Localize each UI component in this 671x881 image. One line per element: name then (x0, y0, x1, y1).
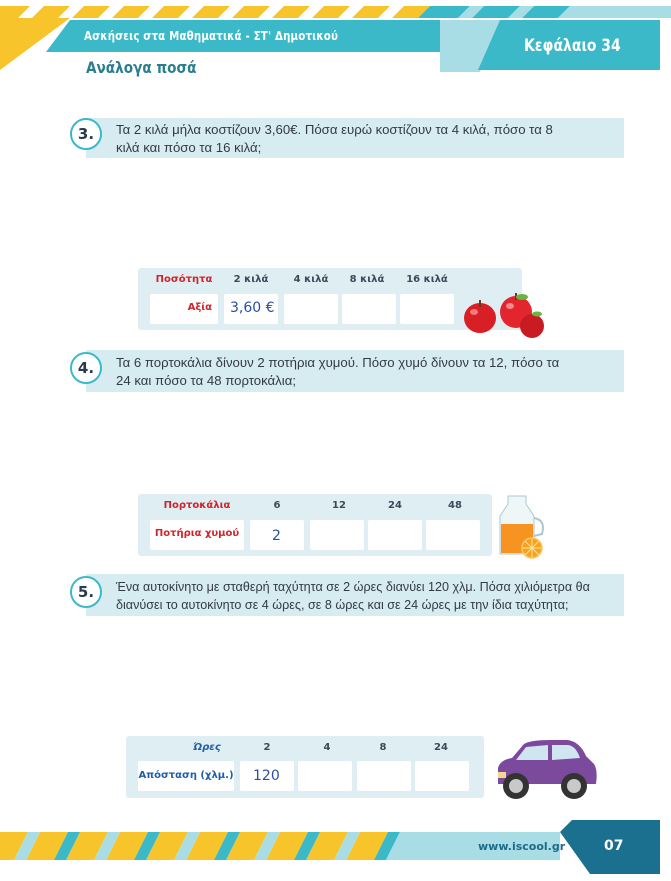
exercise-5-number: 5. (70, 576, 102, 608)
chapter-title: Κεφάλαιο 34 (524, 36, 621, 56)
exercise-5-header-2: 4 (323, 742, 331, 753)
exercise-4-line-1: Τα 6 πορτοκάλια δίνουν 2 ποτήρια χυμού. Πόσο χυμό δίνουν τα 12, πόσο τα (116, 355, 560, 370)
footer-decoration (0, 820, 671, 881)
exercise-5-answer-cell-2[interactable] (298, 761, 352, 791)
page-number: 07 (604, 838, 624, 854)
exercise-5-header-1: 2 (263, 742, 271, 753)
car-icon (490, 738, 600, 806)
exercise-4-answer-1: 2 (272, 528, 281, 544)
exercise-4-answer-cell-2[interactable] (310, 520, 364, 550)
exercise-3-answer-1: 3,60 € (230, 300, 275, 316)
exercise-4-line-2: 24 και πόσο τα 48 πορτοκάλια; (116, 373, 296, 388)
exercise-3-line-2: κιλά και πόσο τα 16 κιλά; (116, 140, 262, 155)
exercise-4-answer-cell-4[interactable] (426, 520, 480, 550)
exercise-4-answer-cell-3[interactable] (368, 520, 422, 550)
exercise-5-row2-label: Απόσταση (χλμ.) (138, 770, 234, 781)
exercise-4-row2-label: Ποτήρια χυμού (154, 528, 240, 539)
exercise-3-answer-cell-2[interactable] (284, 294, 338, 324)
exercise-4-text (116, 354, 616, 390)
header-title: Ασκήσεις στα Μαθηματικά - ΣΤ' Δημοτικού (84, 28, 339, 43)
exercise-4-header-2: 12 (332, 500, 346, 511)
exercise-3-header-3: 8 κιλά (349, 274, 385, 285)
exercise-5-header-4: 24 (434, 742, 448, 753)
apples-icon (460, 290, 550, 342)
exercise-5-header-3: 8 (379, 742, 387, 753)
exercise-5-answer-cell-4[interactable] (415, 761, 469, 791)
exercise-4-row1-label: Πορτοκάλια (163, 500, 231, 511)
exercise-5-line-2: διανύσει το αυτοκίνητο σε 4 ώρες, σε 8 ώρες και σε 24 ώρες με την ίδια ταχύτητα; (116, 598, 569, 612)
exercise-3-line-1: Τα 2 κιλά μήλα κοστίζουν 3,60€. Πόσα ευρώ κοστίζουν τα 4 κιλά, πόσο τα 8 (116, 122, 553, 137)
exercise-3-header-4: 16 κιλά (406, 274, 448, 285)
exercise-3-answer-cell-4[interactable] (400, 294, 454, 324)
exercise-5-line-1: Ένα αυτοκίνητο με σταθερή ταχύτητα σε 2 ώρες διανύει 120 χλμ. Πόσα χιλιόμετρα θα (116, 580, 590, 594)
exercise-3-header-2: 4 κιλά (293, 274, 329, 285)
page-subtitle: Ανάλογα ποσά (86, 58, 197, 77)
exercise-4-header-3: 24 (388, 500, 402, 511)
exercise-3-row1-label: Ποσότητα (155, 274, 213, 285)
exercise-5-answer-cell-3[interactable] (357, 761, 411, 791)
exercise-3-header-1: 2 κιλά (233, 274, 269, 285)
exercise-3-text (116, 121, 616, 157)
orange-juice-icon (492, 490, 552, 560)
exercise-3-answer-cell-3[interactable] (342, 294, 396, 324)
exercise-5-text (116, 578, 622, 614)
exercise-3-row2-label: Αξία (187, 302, 212, 313)
exercise-4-header-1: 6 (273, 500, 281, 511)
exercise-5-row1-label: Ώρες (193, 742, 221, 753)
exercise-4-number: 4. (70, 352, 102, 384)
exercise-4-header-4: 48 (448, 500, 462, 511)
exercise-3-number: 3. (70, 118, 102, 150)
footer-url[interactable]: www.iscool.gr (478, 840, 566, 853)
exercise-5-answer-1: 120 (253, 768, 280, 784)
